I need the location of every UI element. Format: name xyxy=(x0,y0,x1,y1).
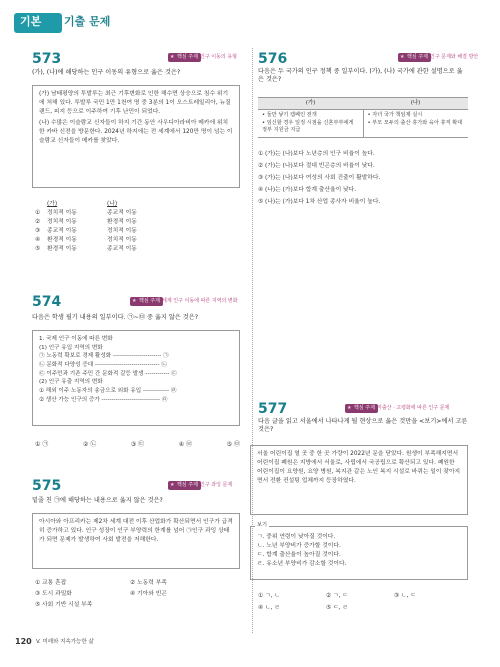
q577-passage: 서울 어린이집 열 곳 중 한 곳 가량이 2022년 문을 닫았다. 원생이 부족해지면서 어린이집 폐원은 지방에서 서울로, 사립에서 국공립으로 확산되고 있다. 폐원한 어린이집이 요양원, 요양 병원, 복지관 같은 노인 복지 시설로 바뀌는 일이 잦아지면서 전환 컨설팅 업체까지 등장하였다. xyxy=(257,451,461,484)
q576-option-3[interactable]: ③ (가)는 (나)보다 여성의 사회 진출이 활발하다. xyxy=(258,175,381,182)
q575-passage-box xyxy=(32,513,240,569)
q576-options xyxy=(258,149,380,209)
q576-stem: 다음은 두 국가의 인구 정책 중 일부이다. (가), (나) 국가에 관한 설명으로 옳은 것은? xyxy=(258,68,463,84)
q576-badge: ★ 핵심 주제 xyxy=(398,53,431,62)
q576-topic: 인구 문제와 해결 방안 xyxy=(430,54,479,60)
header-title: 기출 문제 xyxy=(64,15,111,28)
q577-option-5[interactable]: ⑤ ㄷ, ㄹ xyxy=(326,605,348,612)
q576-na-item-2: • 부모 모두의 출산 휴가와 육아 휴직 확대 xyxy=(367,119,463,126)
q577-passage-box xyxy=(250,445,468,515)
q574-number: 574 xyxy=(32,294,62,310)
q574-line-7: ① 해외 이주 노동자의 송금으로 외화 유입 ------------- ㉣ xyxy=(39,387,177,394)
q573-topic: 인구 이동의 유형 xyxy=(200,54,237,60)
q577-stem: 다음 글을 읽고 서울에서 나타나게 될 현상으로 옳은 것만을 <보기>에서 고른 것은? xyxy=(258,418,468,434)
q576-option-4[interactable]: ④ (나)는 (가)보다 합계 출산율이 낮다. xyxy=(258,187,357,194)
q574-line-6: (2) 인구 유출 지역의 변화 xyxy=(39,379,103,386)
q577-option-1[interactable]: ① ㄱ, ㄴ xyxy=(258,593,280,600)
q573-passage-na: (나) 수많은 이슬람교 신자들이 하지 기간 동안 사우디아라비아 메카에 위치한 카바 신전을 방문한다. 2024년 하지에는 전 세계에서 120만 명이 넘는 이슬람교 신자들이 메카를 찾았다. xyxy=(39,119,233,144)
q573-option-5[interactable]: ⑤ 환경적 이동 종교적 이동 xyxy=(35,245,137,252)
q574-line-8: ② 생산 가능 인구의 증가 ----------------------------- ㉤ xyxy=(39,396,168,403)
q574-option-3[interactable]: ③ ㉢ xyxy=(130,441,145,448)
q576-policy-table xyxy=(258,97,468,138)
q577-bogi-1: ㄱ. 중위 연령이 낮아질 것이다. xyxy=(257,534,336,540)
q573-badge: ★ 핵심 주제 xyxy=(168,53,201,62)
q574-line-5: ㉢ 이주민과 기존 주민 간 문화적 갈등 발생 ------------ ㉢ xyxy=(39,370,177,377)
q575-stem: 밑줄 친 ㉠에 해당하는 내용으로 옳지 않은 것은? xyxy=(32,497,163,504)
q574-line-3: ㉠ 노동력 확보로 경제 활성화 ------------------------ ㉠ xyxy=(39,353,169,360)
q575-topic: 인구 과잉 문제 xyxy=(200,482,233,488)
q577-options xyxy=(258,591,462,615)
q577-bogi-4: ㄹ. 유소년 부양비가 감소할 것이다. xyxy=(257,560,347,567)
q575-badge: ★ 핵심 주제 xyxy=(168,481,201,490)
q575-option-1[interactable]: ① 교통 혼잡 xyxy=(35,579,67,586)
q573-number: 573 xyxy=(32,51,62,67)
q574-badge: ★ 핵심 주제 xyxy=(130,297,163,306)
q577-number: 577 xyxy=(258,401,288,417)
q574-option-4[interactable]: ④ ㉣ xyxy=(178,441,193,448)
q574-option-2[interactable]: ② ㉡ xyxy=(82,441,97,448)
q575-option-4[interactable]: ④ 기아와 빈곤 xyxy=(130,590,167,597)
q573-stem: (가), (나)에 해당하는 인구 이동의 유형으로 옳은 것은? xyxy=(32,69,181,76)
q577-bogi-2: ㄴ. 노년 부양비가 증가할 것이다. xyxy=(257,542,341,549)
q574-line-4: ㉡ 문화적 다양성 증대 -------------------------------- ㉡ xyxy=(39,361,167,368)
q576-ga-item-2: • 임신할 경우 일정 시점을 신혼부부에게 정부 지원금 지급 xyxy=(262,119,354,134)
q577-bogi-3: ㄷ. 합계 출산율이 높아질 것이다. xyxy=(257,551,341,558)
q574-options xyxy=(35,441,240,449)
q574-stem: 다음은 학생 필기 내용의 일부이다. ㉠~㉤ 중 옳지 않은 것은? xyxy=(32,314,199,321)
q574-line-1: 1. 국제 인구 이동에 따른 변화 xyxy=(39,336,113,342)
q576-option-2[interactable]: ② (가)는 (나)보다 절대 빈곤층의 비율이 낮다. xyxy=(258,163,375,170)
q576-option-5[interactable]: ⑤ (나)는 (가)보다 1차 산업 종사자 비율이 높다. xyxy=(258,199,381,206)
q577-bogi-label: 보기 xyxy=(257,522,268,528)
q574-notes-box xyxy=(32,330,240,426)
q573-passage-ga: (가) 남태평양의 투발루는 최근 기후변화로 인한 해수면 상승으로 침수 위기에 처해 있다. 투발루 국민 1만 1천여 명 중 3분의 1이 오스트레일리아, 뉴질랜드, 피지 등으로 이주하여 기후 난민이 되었다. xyxy=(39,91,231,115)
q577-bogi-box xyxy=(250,526,468,580)
q575-number: 575 xyxy=(32,478,62,494)
q575-option-3[interactable]: ③ 도시 과밀화 xyxy=(35,590,72,597)
q573-option-4[interactable]: ④ 환경적 이동 정치적 이동 xyxy=(35,236,137,243)
q574-topic: 세계 인구 이동에 따른 지역의 변화 xyxy=(162,298,238,304)
q573-col-ga: (가) xyxy=(47,200,58,207)
q576-option-1[interactable]: ① (가)는 (나)보다 노년층의 인구 비율이 높다. xyxy=(258,151,375,158)
q576-col-na: (나) xyxy=(363,98,468,110)
q575-option-2[interactable]: ② 노동력 부족 xyxy=(130,579,167,586)
q577-option-2[interactable]: ② ㄱ, ㄷ xyxy=(326,593,348,600)
q574-line-2: (1) 인구 유입 지역의 변화 xyxy=(39,344,103,351)
page-number: 120 xyxy=(15,637,32,646)
footer-section: V. 미래와 지속가능한 삶 xyxy=(36,639,94,645)
q575-passage: 아시아와 아프리카는 제2차 세계 대전 이후 산업화가 확산되면서 인구가 급격히 증가하고 있다. 인구 성장이 인구 부양력의 한계를 넘어 ㉠인구 과잉 상태가 되면 문제가 발생하여 사회 발전을 저해한다. xyxy=(39,519,233,543)
q574-option-5[interactable]: ⑤ ㉤ xyxy=(226,441,240,448)
q577-option-4[interactable]: ④ ㄴ, ㄹ xyxy=(258,605,280,612)
q573-option-2[interactable]: ② 정치적 이동 환경적 이동 xyxy=(35,218,137,225)
q573-passage-box xyxy=(32,85,240,188)
q573-col-na: (나) xyxy=(107,200,118,207)
q576-col-ga: (가) xyxy=(258,98,363,110)
q575-options xyxy=(35,578,225,611)
q577-topic: 저출산 · 고령화에 따른 인구 문제 xyxy=(377,405,450,411)
q573-options xyxy=(35,200,167,254)
q575-option-5[interactable]: ⑤ 사회 기반 시설 부족 xyxy=(35,601,93,608)
q577-badge: ★ 핵심 주제 xyxy=(345,404,378,413)
header-tab-label: 기본 xyxy=(20,15,42,28)
q576-number: 576 xyxy=(258,51,288,67)
q576-na-item-1: • 자녀 국가 책임제 실시 xyxy=(367,112,423,119)
q573-option-1[interactable]: ① 정치적 이동 종교적 이동 xyxy=(35,209,137,216)
q573-option-3[interactable]: ③ 종교적 이동 정치적 이동 xyxy=(35,227,137,234)
q574-option-1[interactable]: ① ㉠ xyxy=(35,441,49,448)
q576-ga-item-1: • 둘만 낳기 캠페인 전개 xyxy=(262,112,317,119)
q577-option-3[interactable]: ③ ㄴ, ㄷ xyxy=(394,593,416,600)
